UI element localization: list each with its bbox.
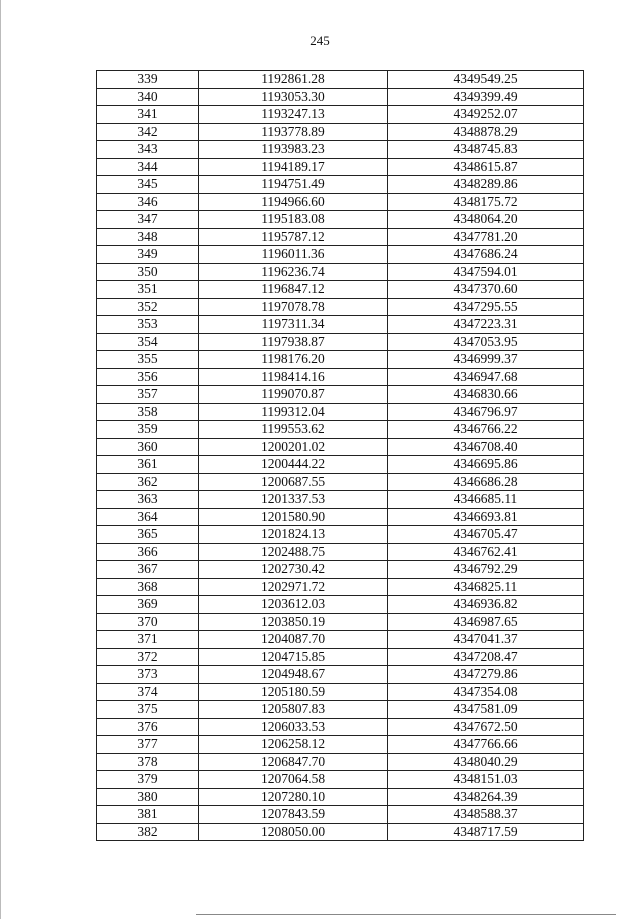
point-number-cell: 349 <box>97 246 199 264</box>
point-number-cell: 367 <box>97 561 199 579</box>
coordinates-table-body <box>97 71 584 841</box>
table-row <box>97 246 584 264</box>
y-coordinate-cell: 4346686.28 <box>388 473 584 491</box>
point-number-cell: 373 <box>97 666 199 684</box>
point-number-cell: 358 <box>97 403 199 421</box>
table-row <box>97 701 584 719</box>
point-number-cell: 374 <box>97 683 199 701</box>
x-coordinate-cell: 1197078.78 <box>199 298 388 316</box>
point-number-cell: 353 <box>97 316 199 334</box>
table-row <box>97 753 584 771</box>
x-coordinate-cell: 1203850.19 <box>199 613 388 631</box>
y-coordinate-cell: 4348615.87 <box>388 158 584 176</box>
y-coordinate-cell: 4346693.81 <box>388 508 584 526</box>
point-number-cell: 369 <box>97 596 199 614</box>
x-coordinate-cell: 1196011.36 <box>199 246 388 264</box>
point-number-cell: 366 <box>97 543 199 561</box>
x-coordinate-cell: 1201337.53 <box>199 491 388 509</box>
y-coordinate-cell: 4346936.82 <box>388 596 584 614</box>
y-coordinate-cell: 4346825.11 <box>388 578 584 596</box>
table-row <box>97 281 584 299</box>
page-number: 245 <box>310 33 330 48</box>
point-number-cell: 377 <box>97 736 199 754</box>
x-coordinate-cell: 1196847.12 <box>199 281 388 299</box>
y-coordinate-cell: 4347581.09 <box>388 701 584 719</box>
table-row <box>97 141 584 159</box>
table-row <box>97 683 584 701</box>
table-row <box>97 351 584 369</box>
point-number-cell: 345 <box>97 176 199 194</box>
y-coordinate-cell: 4347766.66 <box>388 736 584 754</box>
point-number-cell: 359 <box>97 421 199 439</box>
y-coordinate-cell: 4346987.65 <box>388 613 584 631</box>
y-coordinate-cell: 4348717.59 <box>388 823 584 841</box>
table-row <box>97 718 584 736</box>
point-number-cell: 347 <box>97 211 199 229</box>
table-row <box>97 823 584 841</box>
y-coordinate-cell: 4347223.31 <box>388 316 584 334</box>
y-coordinate-cell: 4348264.39 <box>388 788 584 806</box>
x-coordinate-cell: 1201824.13 <box>199 526 388 544</box>
table-row <box>97 211 584 229</box>
table-row <box>97 736 584 754</box>
x-coordinate-cell: 1192861.28 <box>199 71 388 89</box>
point-number-cell: 365 <box>97 526 199 544</box>
x-coordinate-cell: 1205180.59 <box>199 683 388 701</box>
y-coordinate-cell: 4349252.07 <box>388 106 584 124</box>
y-coordinate-cell: 4347672.50 <box>388 718 584 736</box>
point-number-cell: 351 <box>97 281 199 299</box>
point-number-cell: 341 <box>97 106 199 124</box>
point-number-cell: 382 <box>97 823 199 841</box>
table-row <box>97 508 584 526</box>
x-coordinate-cell: 1196236.74 <box>199 263 388 281</box>
point-number-cell: 375 <box>97 701 199 719</box>
y-coordinate-cell: 4348151.03 <box>388 771 584 789</box>
table-row <box>97 368 584 386</box>
y-coordinate-cell: 4347354.08 <box>388 683 584 701</box>
x-coordinate-cell: 1202971.72 <box>199 578 388 596</box>
table-row <box>97 631 584 649</box>
coordinates-table <box>96 70 584 841</box>
table-row <box>97 298 584 316</box>
x-coordinate-cell: 1199553.62 <box>199 421 388 439</box>
point-number-cell: 352 <box>97 298 199 316</box>
point-number-cell: 380 <box>97 788 199 806</box>
x-coordinate-cell: 1200687.55 <box>199 473 388 491</box>
y-coordinate-cell: 4349399.49 <box>388 88 584 106</box>
x-coordinate-cell: 1193247.13 <box>199 106 388 124</box>
y-coordinate-cell: 4347053.95 <box>388 333 584 351</box>
point-number-cell: 355 <box>97 351 199 369</box>
table-row <box>97 88 584 106</box>
x-coordinate-cell: 1199312.04 <box>199 403 388 421</box>
x-coordinate-cell: 1207843.59 <box>199 806 388 824</box>
point-number-cell: 363 <box>97 491 199 509</box>
point-number-cell: 342 <box>97 123 199 141</box>
x-coordinate-cell: 1206033.53 <box>199 718 388 736</box>
y-coordinate-cell: 4346792.29 <box>388 561 584 579</box>
table-row <box>97 561 584 579</box>
table-row <box>97 421 584 439</box>
x-coordinate-cell: 1198176.20 <box>199 351 388 369</box>
y-coordinate-cell: 4347208.47 <box>388 648 584 666</box>
table-row <box>97 596 584 614</box>
point-number-cell: 379 <box>97 771 199 789</box>
point-number-cell: 364 <box>97 508 199 526</box>
point-number-cell: 346 <box>97 193 199 211</box>
table-row <box>97 123 584 141</box>
y-coordinate-cell: 4348064.20 <box>388 211 584 229</box>
y-coordinate-cell: 4349549.25 <box>388 71 584 89</box>
x-coordinate-cell: 1204948.67 <box>199 666 388 684</box>
table-row <box>97 71 584 89</box>
table-row <box>97 228 584 246</box>
x-coordinate-cell: 1197311.34 <box>199 316 388 334</box>
x-coordinate-cell: 1197938.87 <box>199 333 388 351</box>
x-coordinate-cell: 1199070.87 <box>199 386 388 404</box>
point-number-cell: 378 <box>97 753 199 771</box>
point-number-cell: 368 <box>97 578 199 596</box>
y-coordinate-cell: 4347686.24 <box>388 246 584 264</box>
y-coordinate-cell: 4346830.66 <box>388 386 584 404</box>
point-number-cell: 361 <box>97 456 199 474</box>
y-coordinate-cell: 4346766.22 <box>388 421 584 439</box>
y-coordinate-cell: 4346708.40 <box>388 438 584 456</box>
y-coordinate-cell: 4348175.72 <box>388 193 584 211</box>
point-number-cell: 360 <box>97 438 199 456</box>
x-coordinate-cell: 1208050.00 <box>199 823 388 841</box>
x-coordinate-cell: 1200201.02 <box>199 438 388 456</box>
y-coordinate-cell: 4348588.37 <box>388 806 584 824</box>
y-coordinate-cell: 4347295.55 <box>388 298 584 316</box>
table-row <box>97 491 584 509</box>
point-number-cell: 370 <box>97 613 199 631</box>
table-row <box>97 648 584 666</box>
y-coordinate-cell: 4347370.60 <box>388 281 584 299</box>
table-row <box>97 666 584 684</box>
table-row <box>97 333 584 351</box>
x-coordinate-cell: 1193053.30 <box>199 88 388 106</box>
x-coordinate-cell: 1203612.03 <box>199 596 388 614</box>
scan-edge-line <box>0 0 1 919</box>
y-coordinate-cell: 4347041.37 <box>388 631 584 649</box>
x-coordinate-cell: 1204715.85 <box>199 648 388 666</box>
table-row <box>97 438 584 456</box>
table-row <box>97 158 584 176</box>
y-coordinate-cell: 4346796.97 <box>388 403 584 421</box>
x-coordinate-cell: 1207280.10 <box>199 788 388 806</box>
x-coordinate-cell: 1202730.42 <box>199 561 388 579</box>
point-number-cell: 371 <box>97 631 199 649</box>
table-row <box>97 806 584 824</box>
y-coordinate-cell: 4346685.11 <box>388 491 584 509</box>
x-coordinate-cell: 1202488.75 <box>199 543 388 561</box>
x-coordinate-cell: 1193778.89 <box>199 123 388 141</box>
x-coordinate-cell: 1193983.23 <box>199 141 388 159</box>
table-row <box>97 106 584 124</box>
table-row <box>97 578 584 596</box>
point-number-cell: 343 <box>97 141 199 159</box>
table-row <box>97 386 584 404</box>
table-row <box>97 526 584 544</box>
y-coordinate-cell: 4348745.83 <box>388 141 584 159</box>
y-coordinate-cell: 4348040.29 <box>388 753 584 771</box>
x-coordinate-cell: 1195183.08 <box>199 211 388 229</box>
point-number-cell: 340 <box>97 88 199 106</box>
table-row <box>97 316 584 334</box>
x-coordinate-cell: 1201580.90 <box>199 508 388 526</box>
point-number-cell: 348 <box>97 228 199 246</box>
y-coordinate-cell: 4348878.29 <box>388 123 584 141</box>
table-row <box>97 771 584 789</box>
y-coordinate-cell: 4346999.37 <box>388 351 584 369</box>
y-coordinate-cell: 4347279.86 <box>388 666 584 684</box>
point-number-cell: 354 <box>97 333 199 351</box>
point-number-cell: 357 <box>97 386 199 404</box>
y-coordinate-cell: 4347594.01 <box>388 263 584 281</box>
x-coordinate-cell: 1206847.70 <box>199 753 388 771</box>
point-number-cell: 381 <box>97 806 199 824</box>
bottom-rule <box>196 914 616 915</box>
point-number-cell: 376 <box>97 718 199 736</box>
point-number-cell: 339 <box>97 71 199 89</box>
x-coordinate-cell: 1205807.83 <box>199 701 388 719</box>
x-coordinate-cell: 1206258.12 <box>199 736 388 754</box>
y-coordinate-cell: 4346705.47 <box>388 526 584 544</box>
table-row <box>97 788 584 806</box>
point-number-cell: 356 <box>97 368 199 386</box>
y-coordinate-cell: 4346762.41 <box>388 543 584 561</box>
x-coordinate-cell: 1194966.60 <box>199 193 388 211</box>
table-row <box>97 543 584 561</box>
x-coordinate-cell: 1204087.70 <box>199 631 388 649</box>
x-coordinate-cell: 1194751.49 <box>199 176 388 194</box>
point-number-cell: 350 <box>97 263 199 281</box>
y-coordinate-cell: 4346947.68 <box>388 368 584 386</box>
x-coordinate-cell: 1194189.17 <box>199 158 388 176</box>
table-row <box>97 263 584 281</box>
y-coordinate-cell: 4348289.86 <box>388 176 584 194</box>
table-row <box>97 176 584 194</box>
x-coordinate-cell: 1200444.22 <box>199 456 388 474</box>
x-coordinate-cell: 1195787.12 <box>199 228 388 246</box>
x-coordinate-cell: 1207064.58 <box>199 771 388 789</box>
point-number-cell: 362 <box>97 473 199 491</box>
table-row <box>97 473 584 491</box>
x-coordinate-cell: 1198414.16 <box>199 368 388 386</box>
y-coordinate-cell: 4346695.86 <box>388 456 584 474</box>
table-row <box>97 193 584 211</box>
point-number-cell: 344 <box>97 158 199 176</box>
point-number-cell: 372 <box>97 648 199 666</box>
table-row <box>97 403 584 421</box>
table-row <box>97 456 584 474</box>
y-coordinate-cell: 4347781.20 <box>388 228 584 246</box>
table-row <box>97 613 584 631</box>
